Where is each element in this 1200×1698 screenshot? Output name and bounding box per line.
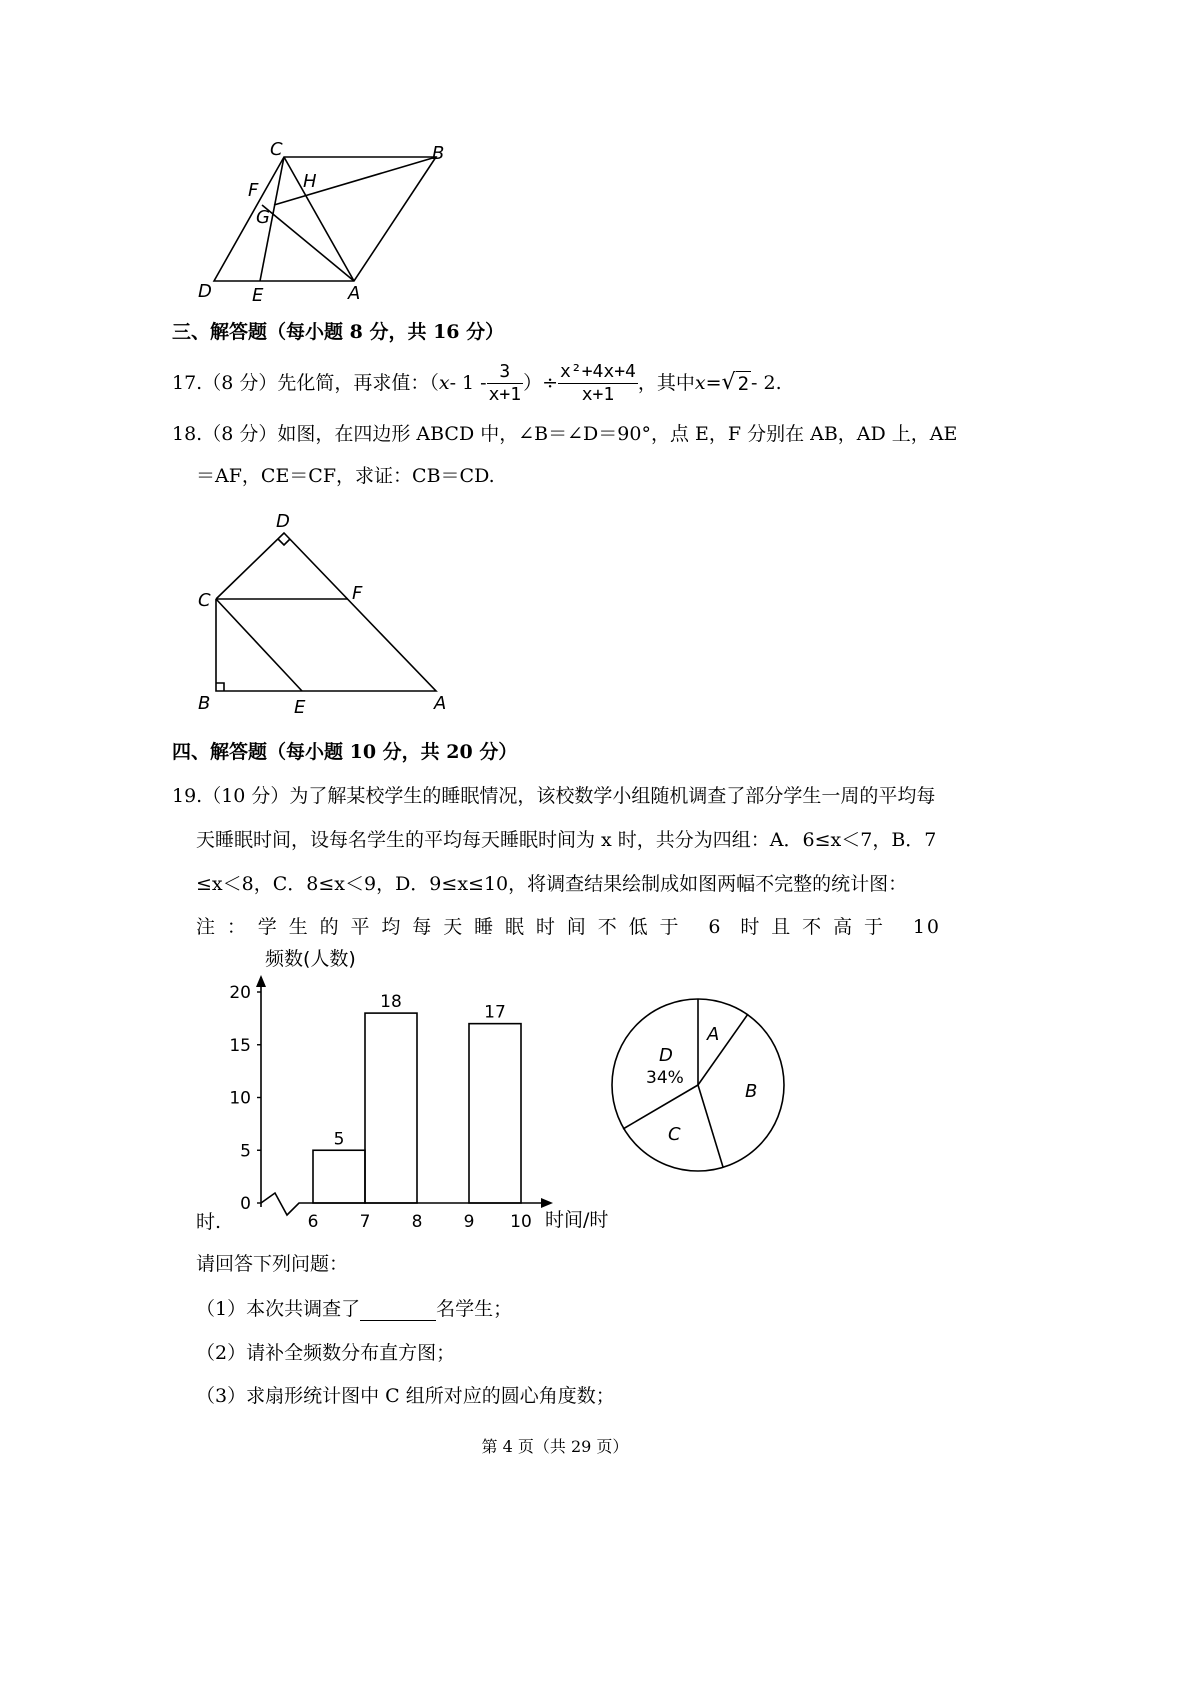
segment-ce xyxy=(216,599,302,691)
q17-frac1-denominator: x+1 xyxy=(488,383,522,405)
question-19-ask: 请回答下列问题： xyxy=(196,1253,349,1275)
sub-1-text-b: 名学生； xyxy=(436,1298,513,1320)
label-f: F xyxy=(248,180,259,201)
question-19-sub-2: （2）请补全频数分布直方图； xyxy=(196,1342,456,1364)
question-18-line-1: 18.（8 分）如图，在四边形 ABCD 中，∠B＝∠D＝90°，点 E，F 分别在 AB，AD 上，AE xyxy=(172,423,958,445)
question-19-sub-1 xyxy=(196,1297,512,1321)
x-tick-label: 10 xyxy=(510,1212,532,1232)
pie-divider-bc xyxy=(698,1085,723,1167)
q17-frac1-numerator: 3 xyxy=(487,361,524,384)
diagonal-ca xyxy=(284,157,354,281)
pie-slice-c-label: C xyxy=(668,1124,681,1145)
right-angle-d xyxy=(278,539,290,545)
label-d: D xyxy=(198,281,212,302)
x-tick-label: 7 xyxy=(359,1212,371,1232)
figure-parallelogram xyxy=(190,135,490,310)
y-axis-label: 频数(人数) xyxy=(265,948,356,970)
bar-value-label: 17 xyxy=(484,1002,506,1023)
y-tick-label: 10 xyxy=(229,1088,251,1109)
x-axis xyxy=(261,1193,543,1215)
y-tick-label: 15 xyxy=(229,1035,251,1056)
q17-where: ，其中 xyxy=(637,372,695,394)
label-h: H xyxy=(303,171,317,192)
pie-slice-b-label: B xyxy=(745,1081,758,1102)
question-19-line-2: 天睡眠时间，设每名学生的平均每天睡眠时间为 x 时，共分为四组：A．6≤x＜7，B．7 xyxy=(196,829,937,851)
question-19-note-tail: 时. xyxy=(196,1211,222,1233)
right-angle-b xyxy=(216,683,224,691)
y-tick-label: 0 xyxy=(240,1194,251,1214)
x-axis-label: 时间/时 xyxy=(545,1209,609,1231)
section-3-heading: 三、解答题（每小题 8 分，共 16 分） xyxy=(172,321,505,343)
q17-var-x: x xyxy=(438,372,450,394)
label-b: B xyxy=(198,693,211,714)
x-tick-label: 9 xyxy=(463,1212,475,1232)
question-19-line-3: ≤x＜8，C．8≤x＜9，D．9≤x≤10，将调查结果绘制成如图两幅不完整的统计图： xyxy=(196,873,908,895)
q17-prefix: 17.（8 分）先化简，再求值：（ xyxy=(172,372,439,394)
label-b: B xyxy=(432,143,445,164)
q17-divide: ）÷ xyxy=(523,372,559,394)
q17-minus-one: - 1 - xyxy=(449,372,487,394)
histogram-bar xyxy=(365,1013,417,1203)
q17-frac2-denominator: x+1 xyxy=(581,383,615,405)
segment-fa xyxy=(262,205,354,281)
histogram-chart xyxy=(225,945,620,1235)
quadrilateral-outline xyxy=(216,533,436,691)
question-19-note: 注：学生的平均每天睡眠时间不低于 6 时且不高于 10 xyxy=(196,916,941,938)
q17-fraction-2 xyxy=(558,361,638,406)
q17-radicand: 2 xyxy=(737,372,750,395)
question-19-line-1: 19.（10 分）为了解某校学生的睡眠情况，该校数学小组随机调查了部分学生一周的平均每 xyxy=(172,785,936,807)
y-tick-label: 20 xyxy=(229,983,251,1003)
pie-divider-cd xyxy=(623,1085,698,1129)
q17-frac2-numerator: x²+4x+4 xyxy=(560,360,636,382)
label-d: D xyxy=(276,511,290,532)
histogram-bar xyxy=(313,1150,365,1203)
label-c: C xyxy=(270,139,283,160)
pie-slice-d-percent: 34% xyxy=(646,1068,684,1088)
bar-value-label: 18 xyxy=(380,992,402,1013)
question-19-sub-3: （3）求扇形统计图中 C 组所对应的圆心角度数； xyxy=(196,1385,615,1407)
label-g: G xyxy=(256,207,270,228)
y-tick-label: 5 xyxy=(240,1141,251,1162)
pie-slice-a-label: A xyxy=(707,1024,720,1045)
x-axis-arrow-icon xyxy=(541,1198,553,1208)
page-footer: 第 4 页（共 29 页） xyxy=(481,1437,629,1456)
pie-chart xyxy=(608,995,788,1175)
pie-divider-ab xyxy=(698,1014,748,1085)
y-axis-arrow-icon xyxy=(256,975,266,987)
label-a: A xyxy=(434,693,447,714)
x-tick-label: 8 xyxy=(411,1212,423,1232)
figure-quadrilateral xyxy=(190,505,465,720)
question-17 xyxy=(172,358,782,408)
label-a: A xyxy=(348,283,361,304)
x-tick-label: 6 xyxy=(307,1212,319,1232)
answer-blank[interactable] xyxy=(360,1302,436,1321)
bar-value-label: 5 xyxy=(333,1129,345,1150)
label-e: E xyxy=(294,697,306,718)
section-4-heading: 四、解答题（每小题 10 分，共 20 分） xyxy=(172,741,518,763)
q17-eq: x= xyxy=(694,372,722,394)
sqrt-icon: √ xyxy=(721,370,736,395)
parallelogram-outline xyxy=(214,157,436,281)
question-18-line-2: ＝AF，CE＝CF，求证：CB＝CD. xyxy=(196,465,495,487)
label-c: C xyxy=(198,590,211,611)
histogram-bar xyxy=(469,1024,521,1203)
label-e: E xyxy=(252,285,264,306)
label-f: F xyxy=(352,583,363,604)
sub-1-text-a: （1）本次共调查了 xyxy=(196,1298,361,1320)
q17-fraction-1 xyxy=(487,361,524,406)
pie-slice-d-label: D xyxy=(659,1045,673,1066)
q17-tail: - 2. xyxy=(751,372,782,394)
